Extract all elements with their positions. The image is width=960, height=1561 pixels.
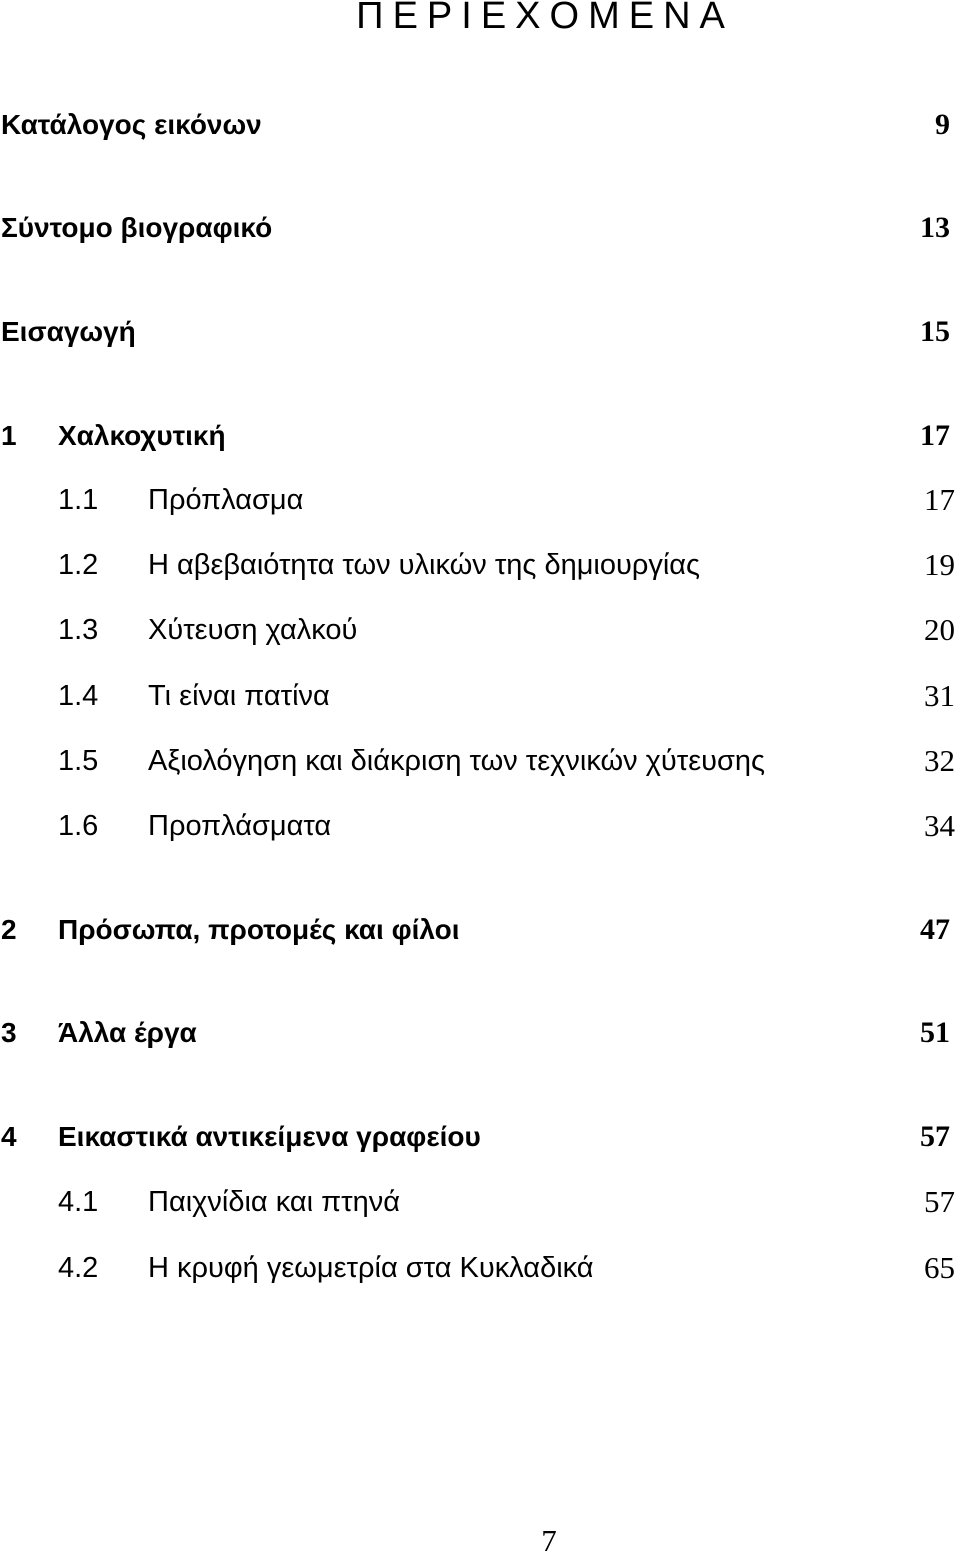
toc-entry-page: 31 bbox=[924, 678, 955, 713]
toc-entry-list-of-figures[interactable] bbox=[0, 105, 960, 145]
toc-entry-label: Προπλάσματα bbox=[148, 810, 332, 842]
toc-entry-number: 2 bbox=[1, 914, 17, 945]
toc-entry-label: Πρόσωπα, προτομές και φίλοι bbox=[58, 914, 460, 945]
toc-entry-label: Τι είναι πατίνα bbox=[148, 680, 330, 712]
toc-entry-page: 34 bbox=[924, 808, 955, 843]
toc-entry-page: 19 bbox=[924, 547, 955, 582]
toc-entry-label: Αξιολόγηση και διάκριση των τεχνικών χύτευσης bbox=[148, 745, 766, 777]
toc-entry-short-bio[interactable] bbox=[0, 208, 960, 248]
toc-entry-section-4-1[interactable] bbox=[0, 1182, 960, 1222]
toc-title: ΠΕΡΙΕΧΟΜΕΝΑ bbox=[356, 0, 734, 37]
toc-entry-page: 15 bbox=[920, 315, 950, 348]
toc-entry-label: Η κρυφή γεωμετρία στα Κυκλαδικά bbox=[148, 1252, 594, 1284]
toc-entry-chapter-1[interactable] bbox=[0, 416, 960, 456]
toc-entry-section-1-3[interactable] bbox=[0, 610, 960, 650]
toc-entry-page: 17 bbox=[924, 482, 955, 517]
toc-entry-number: 1.4 bbox=[58, 680, 99, 712]
toc-entry-chapter-4[interactable] bbox=[0, 1117, 960, 1157]
toc-entry-section-1-4[interactable] bbox=[0, 676, 960, 716]
toc-entry-number: 1 bbox=[1, 420, 17, 451]
toc-entry-section-4-2[interactable] bbox=[0, 1248, 960, 1288]
toc-entry-page: 13 bbox=[920, 211, 950, 244]
toc-entry-label: Η αβεβαιότητα των υλικών της δημιουργίας bbox=[148, 549, 701, 581]
toc-entry-section-1-1[interactable] bbox=[0, 480, 960, 520]
toc-entry-label: Άλλα έργα bbox=[58, 1017, 197, 1048]
toc-entry-page: 9 bbox=[935, 108, 950, 141]
toc-entry-section-1-5[interactable] bbox=[0, 741, 960, 781]
toc-entry-label: Χαλκοχυτική bbox=[58, 420, 226, 451]
toc-entry-section-1-6[interactable] bbox=[0, 806, 960, 846]
toc-entry-number: 1.2 bbox=[58, 549, 99, 581]
toc-entry-label: Παιχνίδια και πτηνά bbox=[148, 1186, 400, 1218]
toc-entry-chapter-2[interactable] bbox=[0, 910, 960, 950]
page-number: 7 bbox=[541, 1523, 557, 1558]
toc-entry-number: 1.1 bbox=[58, 484, 99, 516]
toc-entry-page: 51 bbox=[920, 1016, 950, 1049]
toc-entry-number: 4.1 bbox=[58, 1186, 99, 1218]
toc-entry-label: Εισαγωγή bbox=[1, 316, 136, 347]
toc-entry-number: 4 bbox=[1, 1121, 17, 1152]
toc-entry-page: 57 bbox=[920, 1120, 950, 1153]
toc-entry-number: 1.3 bbox=[58, 614, 99, 646]
toc-entry-number: 4.2 bbox=[58, 1252, 99, 1284]
toc-entry-label: Σύντομο βιογραφικό bbox=[1, 212, 273, 243]
toc-entry-label: Χύτευση χαλκού bbox=[148, 614, 358, 646]
toc-entry-page: 65 bbox=[924, 1250, 955, 1285]
toc-entry-chapter-3[interactable] bbox=[0, 1013, 960, 1053]
toc-entry-page: 17 bbox=[920, 419, 950, 452]
toc-entry-label: Κατάλογος εικόνων bbox=[1, 109, 262, 140]
toc-entry-page: 32 bbox=[924, 743, 955, 778]
toc-entry-number: 1.6 bbox=[58, 810, 99, 842]
toc-entry-section-1-2[interactable] bbox=[0, 545, 960, 585]
toc-entry-page: 20 bbox=[924, 612, 955, 647]
toc-entry-label: Εικαστικά αντικείμενα γραφείου bbox=[58, 1121, 481, 1152]
toc-entry-label: Πρόπλασμα bbox=[148, 484, 304, 516]
toc-entry-number: 3 bbox=[1, 1017, 17, 1048]
toc-entry-number: 1.5 bbox=[58, 745, 99, 777]
toc-entry-page: 57 bbox=[924, 1184, 955, 1219]
toc-entry-introduction[interactable] bbox=[0, 312, 960, 352]
toc-entry-page: 47 bbox=[920, 913, 950, 946]
